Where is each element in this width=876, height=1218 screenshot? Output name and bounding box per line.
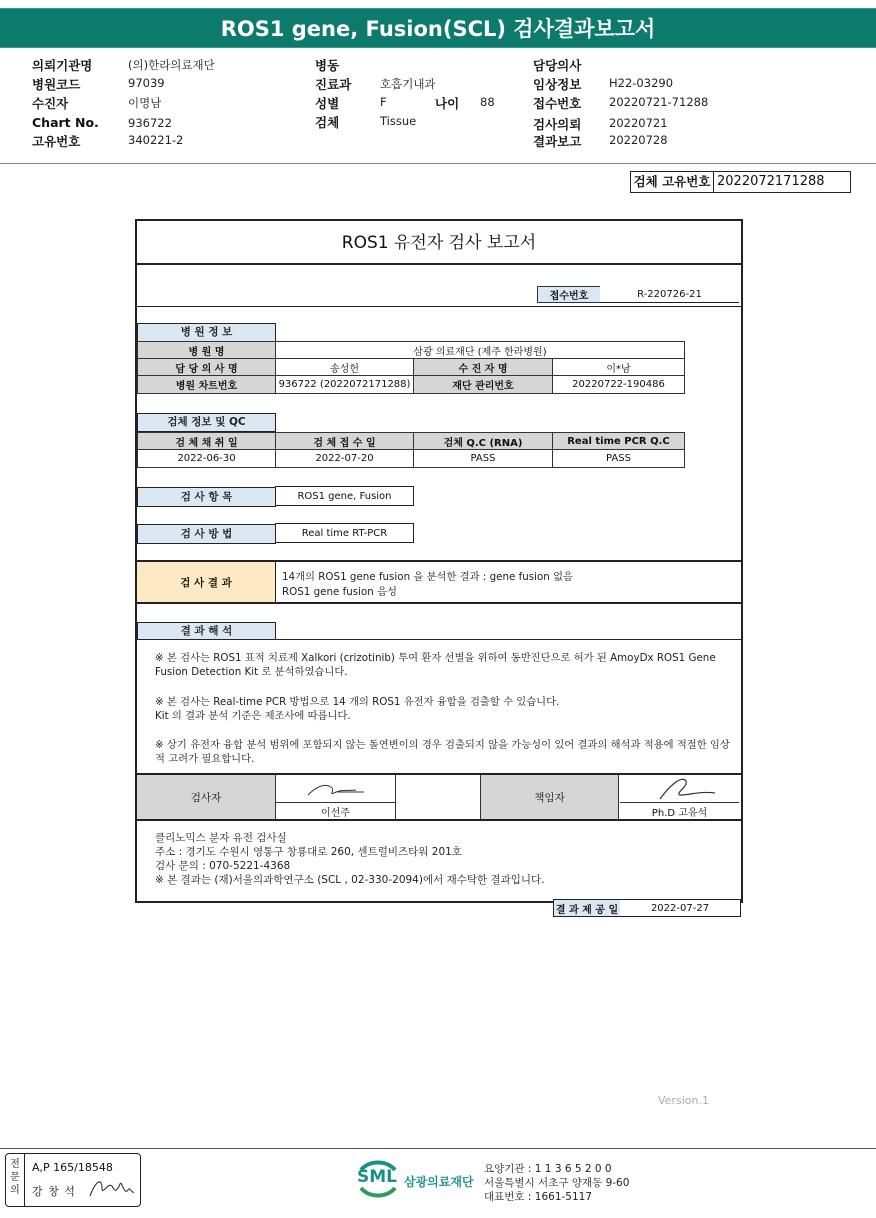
receipt-date-value: 2022-07-20 — [275, 449, 414, 468]
test-item-label: 검 사 항 목 — [137, 487, 276, 507]
provided-date-label: 결 과 제 공 일 — [553, 899, 621, 917]
director-signature-cell — [620, 775, 739, 803]
sml-logo-text: SML — [357, 1167, 397, 1187]
sex-label: 성별 — [315, 96, 340, 111]
pcr-qc-value: PASS — [552, 449, 685, 468]
interp-note-1b: Fusion Detection Kit 로 분석하였습니다. — [155, 666, 348, 678]
report-doctor-value: 송성헌 — [275, 358, 414, 376]
result-label: 검 사 결 과 — [137, 562, 276, 602]
hospital-code-value: 97039 — [128, 76, 165, 90]
report-receipt-label: 접수번호 — [537, 286, 601, 303]
stamp-ap-number: A,P 165/18548 — [32, 1161, 113, 1174]
report-patient-value: 이*남 — [552, 358, 685, 376]
age-label: 나이 — [435, 96, 460, 111]
report-banner-title: ROS1 gene, Fusion(SCL) 검사결과보고서 — [0, 8, 876, 48]
rna-qc-value: PASS — [413, 449, 553, 468]
report-chart-label: 병원 차트번호 — [137, 375, 276, 394]
director-signature-icon — [620, 775, 739, 803]
interp-note-2b: Kit 의 결과 분석 기준은 제조사에 따릅니다. — [155, 710, 351, 722]
unique-no-value: 340221-2 — [128, 133, 184, 147]
tester-signature-icon — [276, 775, 395, 803]
title-divider — [137, 263, 741, 265]
foundation-no-value: 20220722-190486 — [552, 375, 685, 394]
chart-no-value: 936722 — [128, 116, 172, 130]
hospital-code-label: 병원코드 — [32, 77, 81, 92]
report-doctor-label: 담 당 의 사 명 — [137, 358, 276, 376]
result-line-2: ROS1 gene fusion 음성 — [282, 586, 397, 598]
specimen-id-value: 2022072171288 — [717, 174, 825, 189]
specimen-id-box — [630, 171, 851, 193]
receipt-no-value: 20220721-71288 — [609, 95, 709, 109]
pcr-qc-header: Real time PCR Q.C — [552, 432, 685, 450]
version-label: Version.1 — [658, 1094, 709, 1107]
lab-note: ※ 본 결과는 (재)서울의과학연구소 (SCL , 02-330-2094)에서 재수탁한 결과입니다. — [155, 874, 545, 886]
footer-institution-code: 요양기관 : 1 1 3 6 5 2 0 0 — [484, 1163, 612, 1175]
report-receipt-value: R-220726-21 — [600, 286, 739, 303]
interpretation-divider — [137, 639, 741, 640]
lab-contact: 검사 문의 : 070-5221-4368 — [155, 860, 291, 872]
stamp-signature-icon — [88, 1176, 136, 1206]
footer-divider — [0, 1148, 876, 1149]
chart-no-label: Chart No. — [32, 115, 99, 130]
hospital-section-label: 병 원 정 보 — [137, 323, 276, 342]
test-method-value: Real time RT-PCR — [275, 523, 414, 543]
unique-no-label: 고유번호 — [32, 134, 81, 149]
interp-note-1a: ※ 본 검사는 ROS1 표적 치료제 Xalkori (crizotinib) 투여 환자 선별을 위하여 동반진단으로 허가 된 AmoyDx ROS1 Gene — [155, 652, 716, 664]
header-divider — [0, 163, 876, 164]
lab-name: 클리노믹스 분자 유전 검사실 — [155, 832, 287, 844]
dept-label: 진료과 — [315, 77, 352, 92]
report-date-value: 20220728 — [609, 133, 668, 147]
interp-note-2a: ※ 본 검사는 Real-time PCR 방법으로 14 개의 ROS1 유전자 융합을 검출할 수 있습니다. — [155, 696, 560, 708]
report-chart-value: 936722 (2022072171288) — [275, 375, 414, 394]
clinical-info-value: H22-03290 — [609, 76, 674, 90]
blank-cell — [395, 775, 481, 819]
specimen-section-label: 검체 정보 및 QC — [137, 413, 276, 432]
clinical-info-label: 임상정보 — [533, 77, 582, 92]
institution-label: 의뢰기관명 — [32, 58, 93, 73]
ward-label: 병동 — [315, 58, 340, 73]
receipt-no-label: 접수번호 — [533, 96, 582, 111]
specimen-id-label: 검체 고유번호 — [631, 172, 714, 192]
director-label: 책임자 — [481, 775, 619, 819]
interp-note-3b: 적 고려가 필요합니다. — [155, 753, 255, 765]
dept-value: 호흡기내과 — [380, 77, 436, 91]
rna-qc-header: 검체 Q.C (RNA) — [413, 432, 553, 450]
header-info — [0, 54, 876, 164]
hospital-name-label: 병 원 명 — [137, 341, 276, 359]
collection-date-header: 검 체 채 취 일 — [137, 432, 276, 450]
receipt-divider — [137, 306, 741, 307]
footer-phone: 대표번호 : 1661-5117 — [484, 1191, 593, 1203]
patient-value: 이명남 — [128, 96, 162, 110]
hospital-name-value: 삼광 의료재단 (제주 한라병원) — [275, 341, 685, 359]
patient-label: 수진자 — [32, 96, 69, 111]
stamp-divider — [24, 1153, 25, 1207]
test-method-label: 검 사 방 법 — [137, 524, 276, 544]
report-title: ROS1 유전자 검사 보고서 — [341, 233, 537, 253]
tester-name: 이선주 — [321, 807, 350, 819]
footer-address: 서울특별시 서초구 양재동 9-60 — [484, 1177, 630, 1189]
sex-value: F — [380, 95, 387, 109]
age-value: 88 — [480, 95, 495, 109]
report-patient-label: 수 진 자 명 — [413, 358, 553, 376]
collection-date-value: 2022-06-30 — [137, 449, 276, 468]
interpretation-label: 결 과 해 석 — [137, 622, 276, 640]
result-line-1: 14개의 ROS1 gene fusion 을 분석한 결과 : gene fusion 없음 — [282, 571, 573, 583]
receipt-date-header: 검 체 접 수 일 — [275, 432, 414, 450]
interp-note-3a: ※ 상기 유전자 융합 분석 범위에 포함되지 않는 돌연변이의 경우 검출되지 않을 가능성이 있어 결과의 해석과 적용에 적절한 임상 — [155, 739, 730, 751]
result-bottom-divider — [137, 602, 741, 604]
institution-value: (의)한라의료재단 — [128, 58, 215, 72]
tester-label: 검사자 — [137, 775, 276, 819]
request-date-label: 검사의뢰 — [533, 117, 582, 132]
doctor-label: 담당의사 — [533, 58, 582, 73]
director-name: Ph.D 고유석 — [651, 807, 708, 819]
lab-address: 주소 : 경기도 수원시 영통구 창룡대로 260, 센트럴비즈타워 201호 — [155, 846, 462, 858]
stamp-name: 강 창 석 — [32, 1185, 76, 1198]
test-item-value: ROS1 gene, Fusion — [275, 486, 414, 506]
stamp-side-text: 전문의 — [10, 1159, 20, 1196]
foundation-no-label: 재단 관리번호 — [413, 375, 553, 394]
footer-org-name: 삼광의료재단 — [404, 1175, 474, 1189]
request-date-value: 20220721 — [609, 116, 668, 130]
specimen-value: Tissue — [380, 114, 417, 128]
provided-date-value: 2022-07-27 — [620, 899, 741, 917]
report-date-label: 결과보고 — [533, 134, 582, 149]
signature-bottom-divider — [137, 819, 741, 821]
specimen-label: 검체 — [315, 115, 340, 130]
